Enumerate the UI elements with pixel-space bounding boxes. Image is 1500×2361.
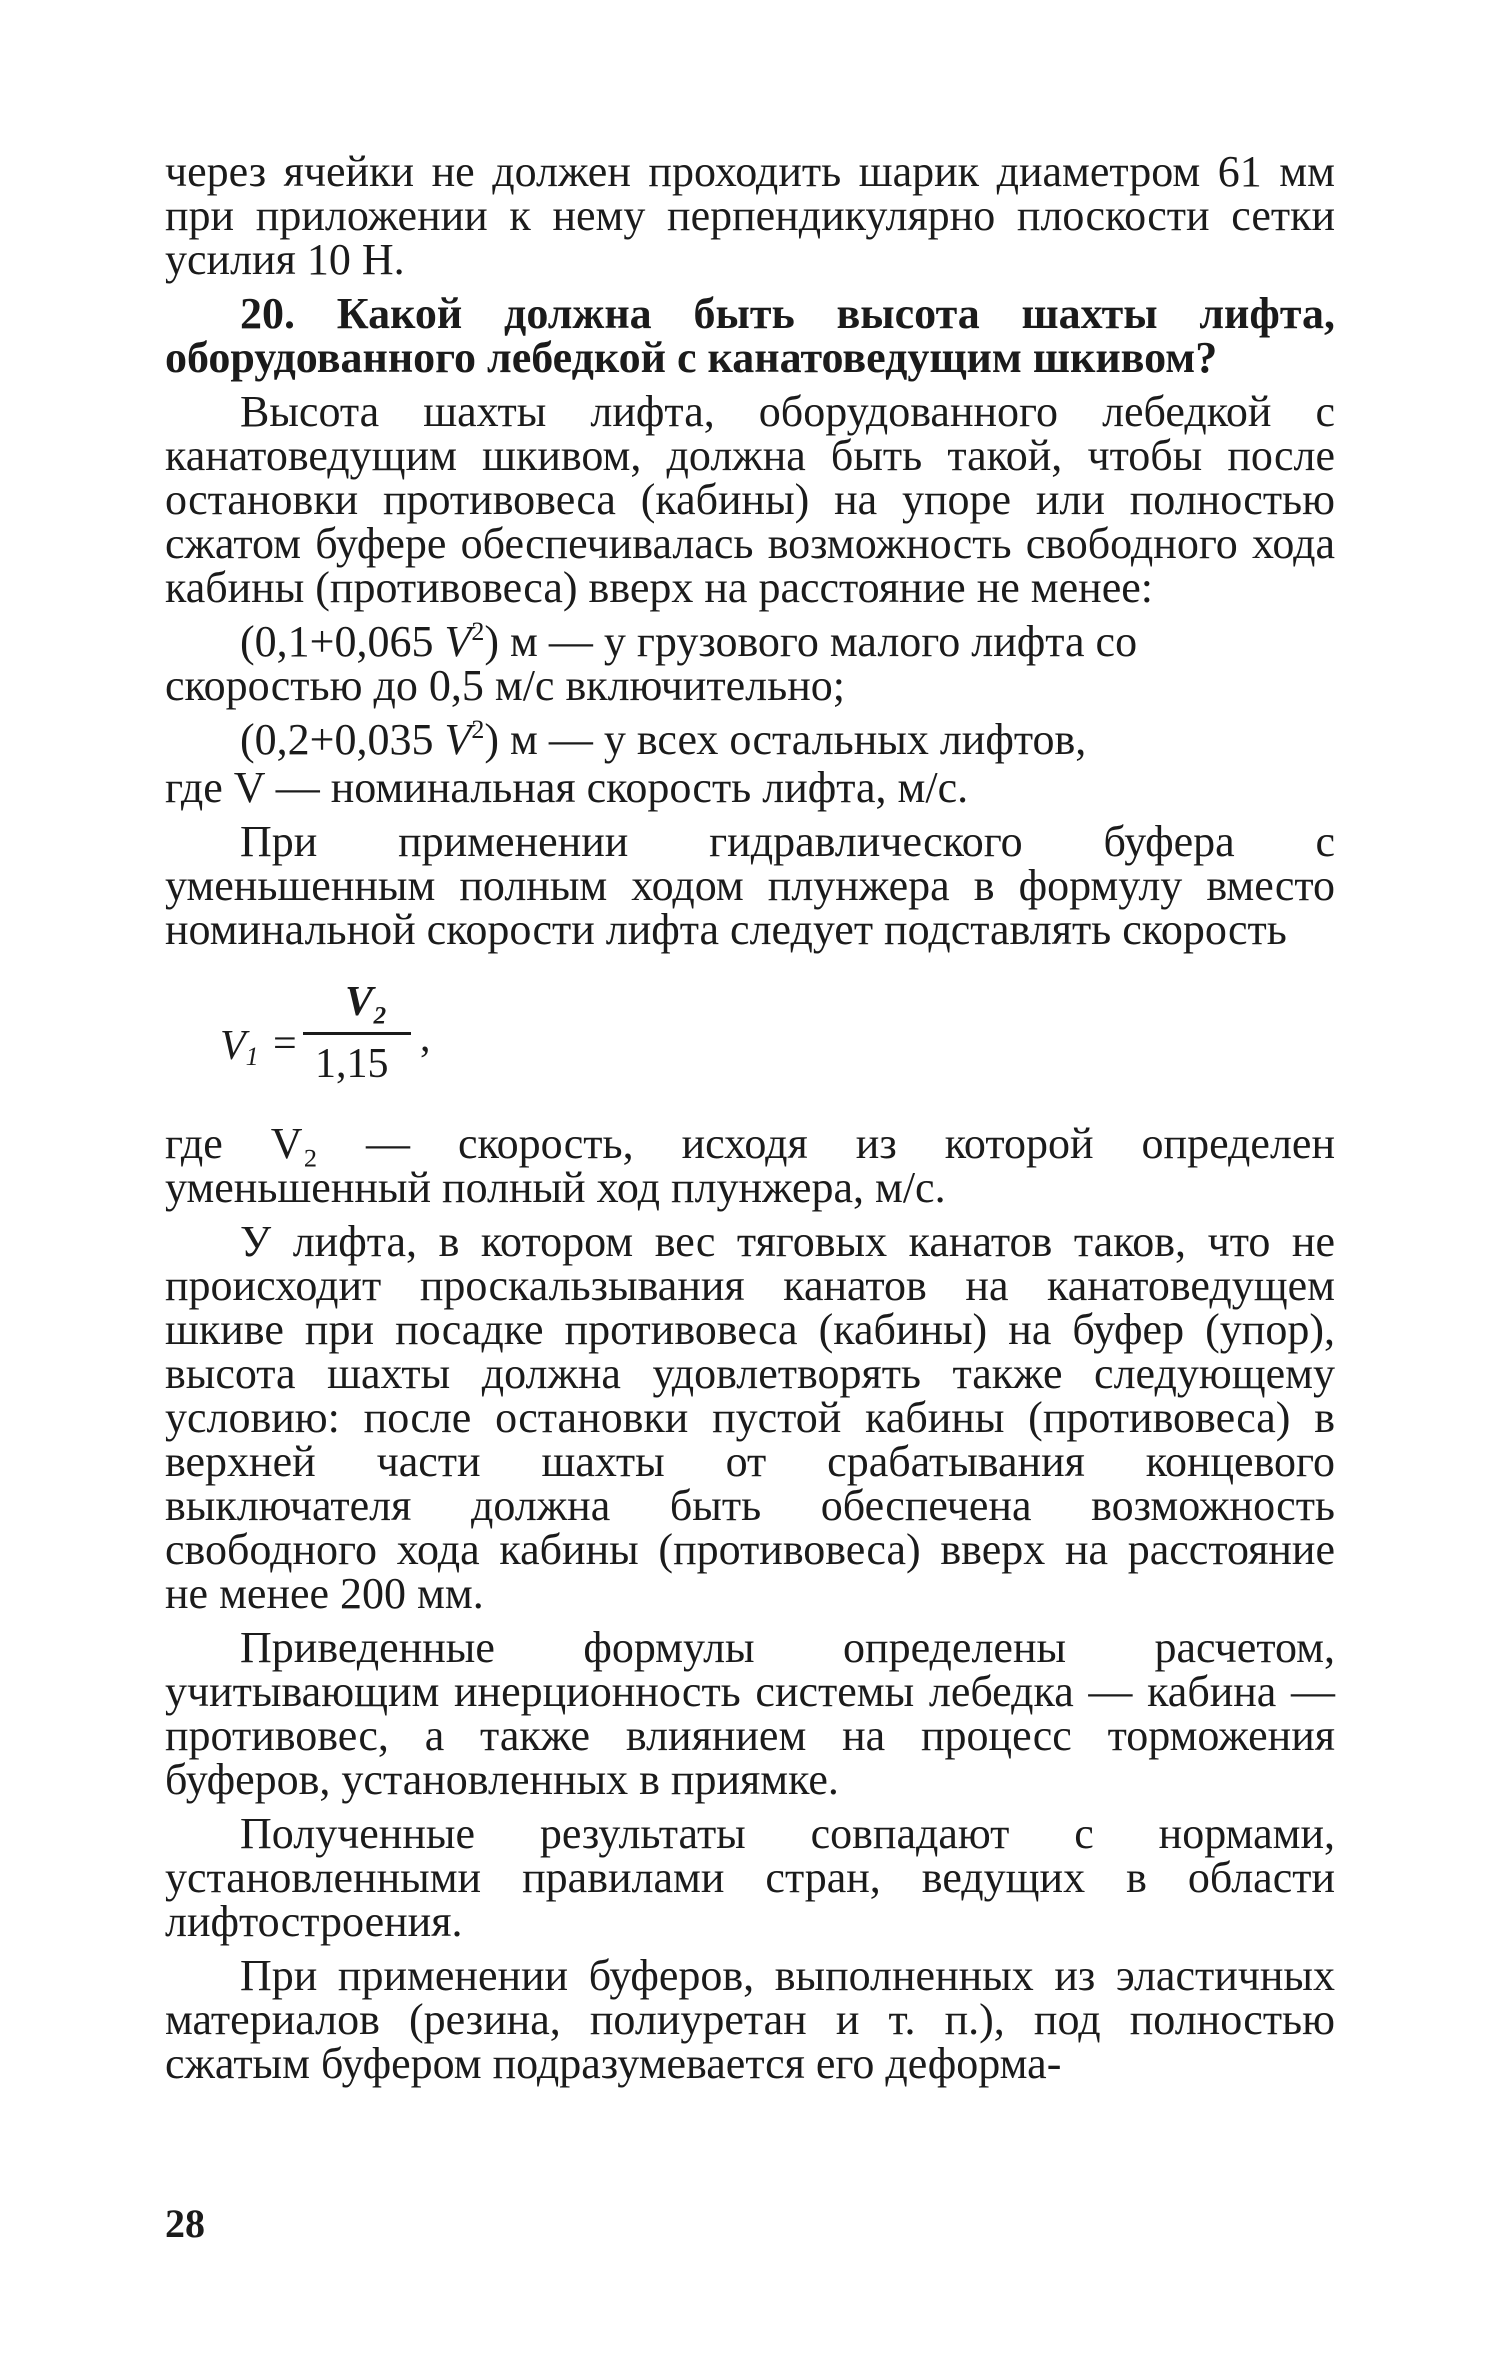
- paragraph-shaft-height: Высота шахты лифта, оборудованного лебедкой с канатоведущим шкивом, должна быть такой, чтобы после остановки противовеса (кабины) на упоре или полностью сжатом буфере обеспечивалась возможность свободного хода кабины (противовеса) вверх на расстояние не менее:: [165, 387, 1335, 612]
- formula-equals: =: [273, 1021, 297, 1067]
- paragraph-continuation: через ячейки не должен проходить шарик диаметром 61 мм при приложении к нему перпендикулярно плоскости сетки усилия 10 Н.: [165, 147, 1335, 284]
- formula-1-exponent: 2: [471, 617, 485, 646]
- fraction-bar: [303, 1032, 411, 1035]
- formula-numerator: V₂: [345, 979, 388, 1025]
- paragraph-hydraulic-buffer: При применении гидравлического буфера с уменьшенным полным ходом плунжера в формулу вместо номинальной скорости лифта следует подставлять скорость: [165, 817, 1335, 954]
- where-reduced-speed: где V₂ — скорость, исходя из которой определен уменьшенный полный ход плунжера, м/с.: [165, 1119, 1335, 1212]
- display-formula-v1: [165, 972, 1335, 1102]
- paragraph-elastic-buffers: При применении буферов, выполненных из эластичных материалов (резина, полиуретан и т. п.), под полностью сжатым буфером подразумевается его деформа-: [165, 1951, 1335, 2088]
- formula-comma: ,: [420, 1015, 431, 1061]
- page-number: 28: [165, 2201, 205, 2246]
- formula-freight-lift: [165, 617, 1335, 710]
- question-heading-20: 20. Какой должна быть высота шахты лифта, оборудованного лебедкой с канатоведущим шкивом?: [165, 289, 1335, 382]
- formula-lhs: $V_1$: [220, 1023, 259, 1071]
- formula-2-suffix: ) м — у всех остальных лифтов,: [484, 715, 1087, 764]
- paragraph-formulas-calculation: Приведенные формулы определены расчетом, учитывающим инерционность системы лебедка — кабина — противовес, а также влиянием на процесс торможения буферов, установленных в приямке.: [165, 1623, 1335, 1804]
- where-nominal-speed: где V — номинальная скорость лифта, м/с.: [165, 763, 969, 812]
- formula-denominator: 1,15: [315, 1041, 389, 1087]
- formula-1-prefix: (0,1+0,065: [240, 617, 445, 666]
- formula-2-variable: V: [444, 715, 472, 764]
- formula-2-exponent: 2: [471, 715, 485, 744]
- paragraph-traction-ropes: У лифта, в котором вес тяговых канатов таков, что не происходит проскальзывания канатов на канатоведущем шкиве при посадке противовеса (кабины) на буфер (упор), высота шахты должна удовлетворять также следующему условию: после остановки пустой кабины (противовеса) в верхней части шахты от срабатывания концевого выключателя должна быть обеспечена возможность свободного хода кабины (противовеса) вверх на расстояние не менее 200 мм.: [165, 1217, 1335, 1618]
- formula-2-prefix: (0,2+0,035: [240, 715, 445, 764]
- paragraph-results: Полученные результаты совпадают с нормами, установленными правилами стран, ведущих в области лифтостроения.: [165, 1809, 1335, 1946]
- formula-other-lifts: [165, 715, 1335, 764]
- formula-1-variable: V: [444, 617, 472, 666]
- formula-1-suffix: ) м — у грузового малого лифта со скоростью до 0,5 м/с включительно;: [165, 617, 1138, 710]
